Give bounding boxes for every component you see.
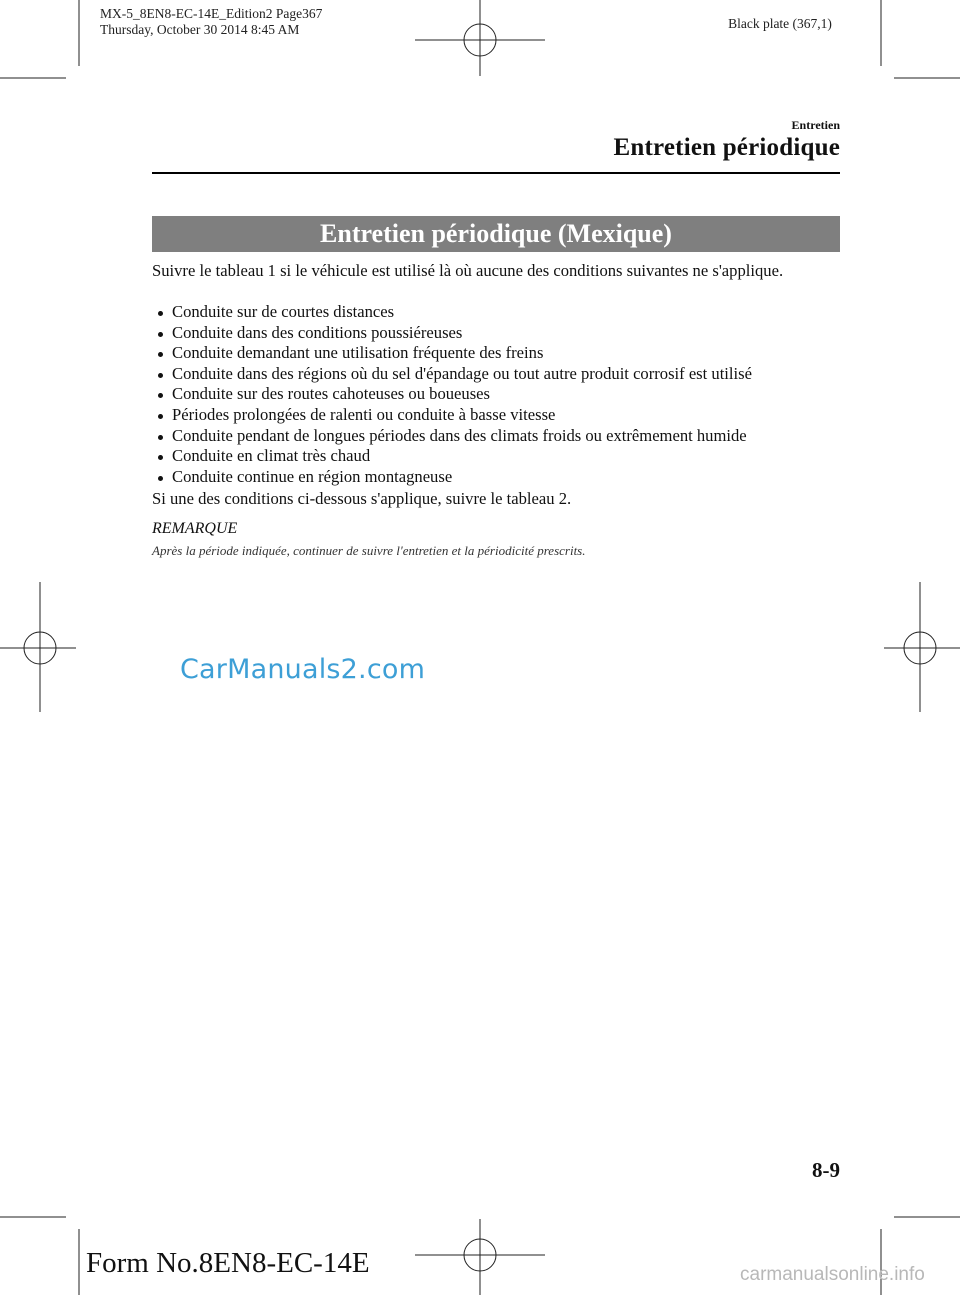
section-label: Entretien (791, 118, 840, 132)
bullet-icon (158, 414, 163, 419)
conditions-list (152, 302, 840, 487)
print-slug (100, 6, 322, 38)
intro-paragraph: Suivre le tableau 1 si le véhicule est utilisé là où aucune des conditions suivantes ne s'applique. (152, 261, 784, 280)
banner-heading: Entretien périodique (Mexique) (152, 216, 840, 252)
bullet-icon (158, 435, 163, 440)
list-item: Conduite dans des conditions poussiéreuses (152, 323, 840, 344)
list-item: Conduite sur de courtes distances (152, 302, 840, 323)
list-item: Conduite demandant une utilisation fréquente des freins (152, 343, 840, 364)
watermark-logo: CarManuals2.com (180, 654, 426, 685)
print-slug-line2: Thursday, October 30 2014 8:45 AM (100, 22, 300, 37)
bullet-icon (158, 393, 163, 398)
bullet-icon (158, 455, 163, 460)
bullet-icon (158, 476, 163, 481)
section-title: Entretien périodique (613, 134, 840, 161)
list-item: Conduite sur des routes cahoteuses ou boueuses (152, 384, 840, 405)
crosshair-left (0, 582, 76, 712)
list-item: Conduite en climat très chaud (152, 446, 840, 467)
crosshair-bottom (415, 1219, 545, 1295)
page-number: 8-9 (812, 1158, 840, 1182)
list-item: Périodes prolongées de ralenti ou conduite à basse vitesse (152, 405, 840, 426)
list-item: Conduite pendant de longues périodes dans des climats froids ou extrêmement humide (152, 426, 840, 447)
note-text: Après la période indiquée, continuer de suivre l'entretien et la périodicité prescrits. (152, 543, 586, 558)
bullet-icon (158, 373, 163, 378)
outro-paragraph: Si une des conditions ci-dessous s'applique, suivre le tableau 2. (152, 489, 572, 508)
note-label: REMARQUE (152, 520, 238, 537)
bullet-icon (158, 332, 163, 337)
footer-watermark: carmanualsonline.info (740, 1264, 925, 1285)
bullet-icon (158, 352, 163, 357)
bullet-icon (158, 311, 163, 316)
crosshair-top (415, 0, 545, 76)
crosshair-right (884, 582, 960, 712)
plate-label: Black plate (367,1) (728, 16, 832, 31)
list-item: Conduite dans des régions où du sel d'épandage ou tout autre produit corrosif est utilisé (152, 364, 840, 385)
list-item: Conduite continue en région montagneuse (152, 467, 840, 488)
form-number: Form No.8EN8-EC-14E (86, 1247, 370, 1279)
print-slug-line1: MX-5_8EN8-EC-14E_Edition2 Page367 (100, 6, 323, 21)
